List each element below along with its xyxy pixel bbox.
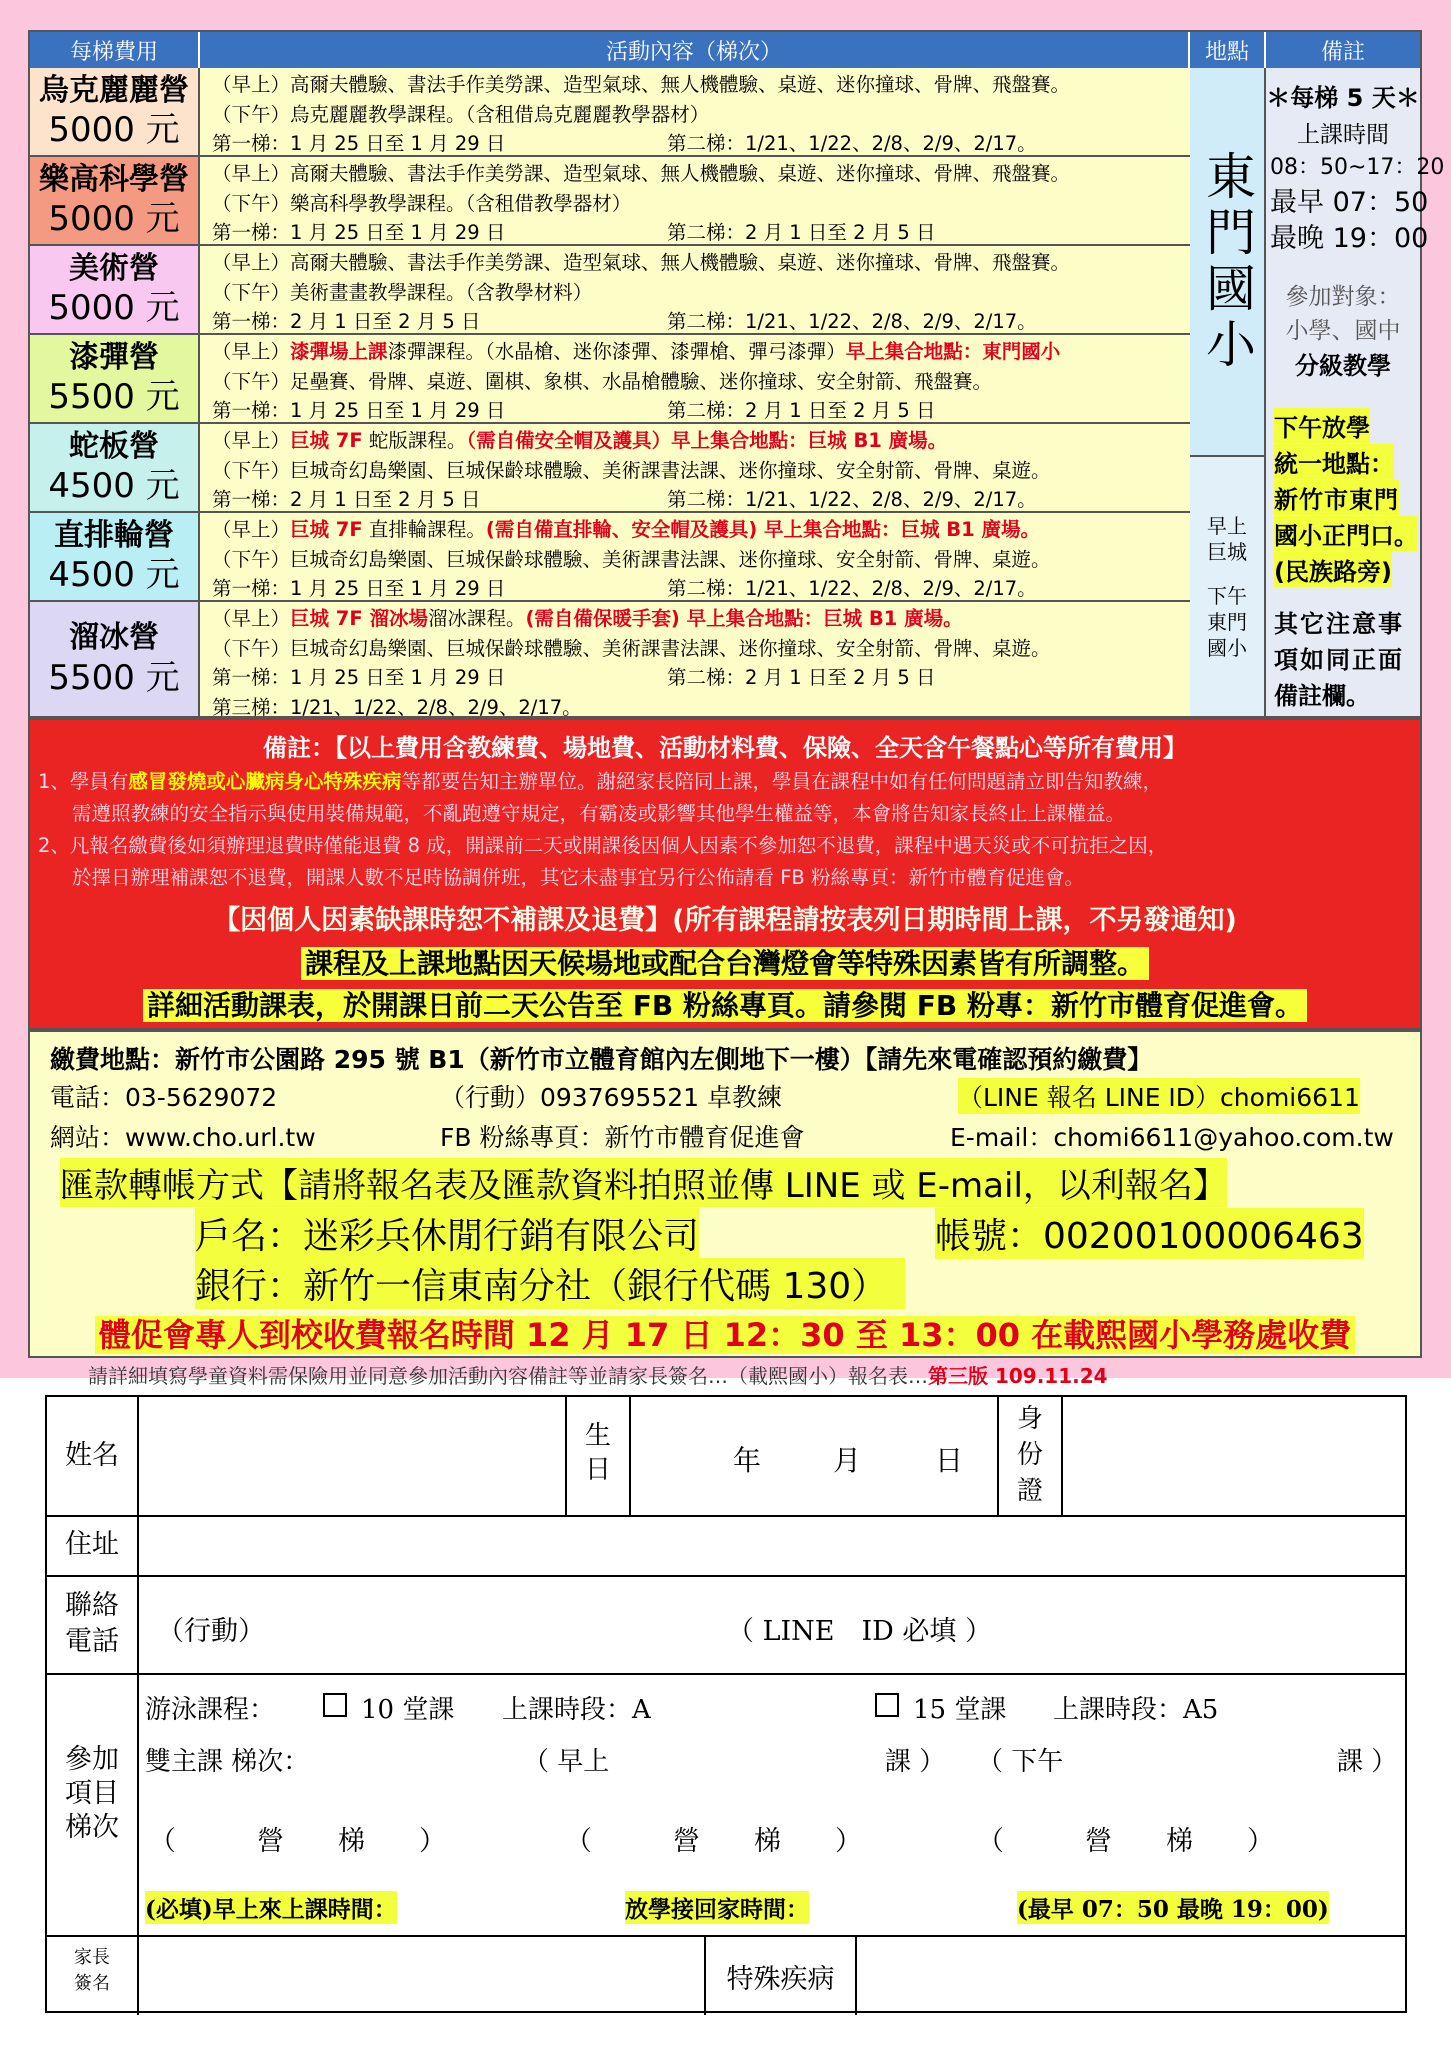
activity-text: （早上） <box>212 340 291 363</box>
camp-name: 溜冰營 <box>69 620 159 655</box>
registration-form <box>45 1395 1407 2013</box>
header-remark: 備註 <box>1266 32 1420 68</box>
camp-activity <box>200 157 1190 246</box>
remark-pickup: 新竹市東門 <box>1274 480 1399 515</box>
location-pm-place: 東門 <box>1207 609 1247 634</box>
note-text: 2、凡報名繳費後如須辦理退費時僅能退費 8 成，開課前二天或開課後因個人因素不參加恕不退費，課程中遇天災或不可抗拒之因， <box>38 834 1168 857</box>
camp-cell <box>30 246 200 335</box>
location-pm-label: 下午 <box>1207 583 1247 608</box>
payment-account-no: 帳號：00200100006463 <box>935 1208 1364 1259</box>
label-name: 姓名 <box>65 1440 119 1471</box>
camp-cell <box>30 68 200 157</box>
camp-cell <box>30 513 200 602</box>
note-text: 等都要告知主辦單位。謝絕家長陪同上課，學員在課程中如有任何問題請立即告知教練， <box>401 770 1162 793</box>
remark-grading: 分級教學 <box>1295 352 1391 380</box>
camp-name: 樂高科學營 <box>39 161 189 197</box>
activity-highlight: 巨城 7F <box>290 429 363 452</box>
activity-text: 蛇版課程。 <box>362 429 467 452</box>
payment-bank: 銀行：新竹一信東南分社（銀行代碼 130） <box>195 1258 905 1309</box>
parent-signature-input[interactable] <box>139 1937 703 2013</box>
payment-line: （LINE 報名 LINE ID）chomi6611 <box>958 1078 1360 1114</box>
camp-cell <box>30 335 200 424</box>
label-pm: （ 下午 <box>977 1747 1064 1777</box>
special-disease-input[interactable] <box>857 1937 1407 2013</box>
notes-adjust: 課程及上課地點因天候場地或配合台灣燈會等特殊因素皆有所調整。 <box>301 947 1149 980</box>
batch-1: 第一梯：1 月 25 日至 1 月 29 日 <box>212 221 506 244</box>
label-join: 梯次 <box>65 1812 119 1843</box>
label-birth: 生 <box>584 1421 611 1451</box>
label-dual: 雙主課 梯次： <box>145 1747 310 1777</box>
activity-text: 溜冰課程。 <box>427 607 526 630</box>
label-slot-a5: 上課時段：A5 <box>1053 1695 1219 1725</box>
camp-blank-1[interactable]: （ 營 梯 ） <box>149 1826 446 1857</box>
activity-line: （早上）高爾夫體驗、書法手作美勞課、造型氣球、無人機體驗、桌遊、迷你撞球、骨牌、飛盤賽。 <box>212 73 1071 96</box>
camp-price: 4500 元 <box>48 555 180 595</box>
note-text: 需遵照教練的安全指示與使用裝備規範，不亂跑遵守規定，有霸凌或影響其他學生權益等，本會將告知家長終止上課權益。 <box>72 802 1126 825</box>
camp-price: 5000 元 <box>48 199 180 239</box>
camp-activity <box>200 513 1190 602</box>
payment-fb-page[interactable]: FB 粉絲專頁：新竹市體育促進會 <box>440 1123 805 1152</box>
camp-cell <box>30 157 200 246</box>
payment-onsite: 體促會專人到校收費報名時間 12 月 17 日 12：30 至 13：00 在載熙國小學務處收費 <box>95 1316 1355 1354</box>
remark-target-title: 參加對象： <box>1285 284 1401 310</box>
label-month: 月 <box>833 1444 862 1477</box>
camp-cell <box>30 602 200 716</box>
form-note <box>88 1360 1108 1389</box>
activity-text: （早上） <box>212 607 291 630</box>
batch-2: 第二梯：2 月 1 日至 2 月 5 日 <box>667 399 936 422</box>
note-highlight: 感冒發燒或心臟病身心特殊疾病 <box>128 770 402 793</box>
batch-1: 第一梯：1 月 25 日至 1 月 29 日 <box>212 132 506 155</box>
remark-pickup: 國小正門口。 <box>1274 516 1418 551</box>
camp-activity <box>200 68 1190 157</box>
remark-other: 備註欄。 <box>1274 682 1370 710</box>
activity-line: （下午）烏克麗麗教學課程。（含租借烏克麗麗教學器材） <box>212 102 710 126</box>
camp-blank-3[interactable]: （ 營 梯 ） <box>977 1826 1274 1857</box>
camp-price: 5000 元 <box>48 288 180 328</box>
batch-2: 第二梯：2 月 1 日至 2 月 5 日 <box>667 221 936 244</box>
camp-price: 5500 元 <box>48 377 180 417</box>
label-address: 住址 <box>65 1529 119 1560</box>
batch-1: 第一梯：2 月 1 日至 2 月 5 日 <box>212 310 481 333</box>
activity-text: （早上） <box>212 429 291 452</box>
remark-pickup: 下午放學 <box>1274 408 1370 443</box>
label-join: 項目 <box>65 1778 119 1809</box>
camp-activity <box>200 246 1190 335</box>
label-contact: 聯絡 <box>65 1590 119 1621</box>
note-text: 1、學員有 <box>38 770 129 793</box>
checkbox-10-classes[interactable] <box>323 1693 347 1717</box>
schedule-table <box>28 30 1445 719</box>
batch-2: 第二梯：2 月 1 日至 2 月 5 日 <box>667 666 936 689</box>
label-slot-a: 上課時段：A <box>502 1695 651 1725</box>
activity-highlight: (需自備直排輪、安全帽及護具) 早上集合地點：巨城 B1 廣場。 <box>485 518 1041 541</box>
payment-phone: 電話：03-5629072 <box>50 1083 278 1112</box>
camp-activity <box>200 424 1190 513</box>
location-mall <box>1190 457 1266 716</box>
remarks-column <box>1266 68 1445 716</box>
remark-other: 項如同正面 <box>1274 646 1404 674</box>
label-parent: 家長 <box>74 1947 110 1968</box>
label-birth: 日 <box>584 1455 611 1485</box>
camp-activity <box>200 602 1190 719</box>
camp-name: 蛇板營 <box>69 428 159 464</box>
label-mobile: （行動） <box>157 1616 265 1647</box>
remark-earliest: 最早 07：50 <box>1270 187 1429 218</box>
location-main <box>1190 68 1266 457</box>
camp-price: 5000 元 <box>48 110 180 150</box>
form-note-text: 請詳細填寫學童資料需保險用並同意參加活動內容備註等並請家長簽名…（載熙國小）報名表… <box>88 1364 928 1388</box>
label-time-range: (最早 07：50 最晚 19：00) <box>1017 1891 1329 1924</box>
camp-name: 直排輪營 <box>54 517 174 553</box>
label-10-classes: 10 堂課 <box>361 1695 455 1725</box>
activity-text: 直排輪課程。 <box>362 518 486 541</box>
payment-mobile: （行動）0937695521 卓教練 <box>440 1083 783 1112</box>
payment-account-name: 戶名：迷彩兵休閒行銷有限公司 <box>195 1208 699 1259</box>
remark-days: ＊每梯 5 天＊ <box>1266 84 1420 112</box>
header-fee: 每梯費用 <box>30 32 200 68</box>
activity-highlight: (需自備保暖手套) 早上集合地點：巨城 B1 廣場。 <box>525 607 963 630</box>
activity-highlight: （需自備安全帽及護具）早上集合地點：巨城 B1 廣場。 <box>466 429 948 452</box>
activity-highlight: 早上集合地點：東門國小 <box>845 340 1061 363</box>
label-class: 課 ） <box>885 1747 946 1777</box>
camp-price: 5500 元 <box>48 657 180 698</box>
label-id: 身 <box>1016 1404 1043 1434</box>
activity-line: （下午）巨城奇幻島樂園、巨城保齡球體驗、美術課書法課、迷你撞球、安全射箭、骨牌、桌遊。 <box>212 458 1051 482</box>
remark-latest: 最晚 19：00 <box>1270 223 1429 254</box>
camp-name: 美術營 <box>69 250 159 286</box>
activity-highlight: 漆彈場上課 <box>290 340 388 363</box>
camp-price: 4500 元 <box>48 466 180 506</box>
label-parent: 簽名 <box>74 1973 110 1994</box>
batch-1: 第一梯：1 月 25 日至 1 月 29 日 <box>212 399 506 422</box>
batch-2: 第二梯：1/21、1/22、2/8、2/9、2/17。 <box>667 132 1037 155</box>
header-activity: 活動內容（梯次） <box>200 32 1190 68</box>
activity-line: （下午）樂高科學教學課程。（含租借教學器材） <box>212 191 632 215</box>
activity-line: （下午）足壘賽、骨牌、桌遊、圍棋、象棋、水晶槍體驗、迷你撞球、安全射箭、飛盤賽。 <box>212 369 993 393</box>
payment-transfer: 匯款轉帳方式【請將報名表及匯款資料拍照並傳 LINE 或 E-mail，以利報名】 <box>60 1158 1227 1207</box>
camp-name: 漆彈營 <box>69 339 159 375</box>
activity-line: （下午）巨城奇幻島樂園、巨城保齡球體驗、美術課書法課、迷你撞球、安全射箭、骨牌、桌遊。 <box>212 636 1051 660</box>
id-input[interactable] <box>1063 1399 1407 1513</box>
label-contact: 電話 <box>65 1626 119 1657</box>
label-class: 課 ） <box>1337 1747 1398 1777</box>
label-id: 證 <box>1016 1476 1043 1506</box>
activity-line: （下午）美術畫畫教學課程。（含教學材料） <box>212 280 593 304</box>
remark-other: 其它注意事 <box>1274 610 1404 638</box>
notes-warning: 【因個人因素缺課時恕不補課及退費】(所有課程請按表列日期時間上課，不另發通知) <box>213 905 1237 936</box>
batch-1: 第一梯：2 月 1 日至 2 月 5 日 <box>212 488 481 511</box>
label-am: （ 早上 <box>523 1747 610 1777</box>
location-am-place: 巨城 <box>1207 539 1247 564</box>
header-location: 地點 <box>1190 32 1266 68</box>
remark-pickup: (民族路旁) <box>1274 552 1392 587</box>
payment-address: 繳費地點：新竹市公園路 295 號 B1（新竹市立體育館內左側地下一樓）【請先來電確認預約繳費】 <box>50 1045 1153 1074</box>
label-day: 日 <box>935 1444 964 1477</box>
payment-box <box>28 1030 1422 1358</box>
label-id: 份 <box>1016 1440 1043 1470</box>
location-pm-place: 國小 <box>1207 635 1247 660</box>
remark-time-range: 08：50~17：20 <box>1270 155 1445 180</box>
activity-line: （下午）巨城奇幻島樂園、巨城保齡球體驗、美術課書法課、迷你撞球、安全射箭、骨牌、桌遊。 <box>212 547 1051 571</box>
label-arrival-time: (必填)早上來上課時間： <box>145 1891 397 1924</box>
label-line-id: （ LINE ID 必填 ） <box>727 1616 992 1647</box>
camp-name: 烏克麗麗營 <box>39 72 189 108</box>
label-year: 年 <box>733 1444 762 1477</box>
payment-website[interactable]: 網站：www.cho.url.tw <box>50 1123 316 1152</box>
payment-email[interactable]: E-mail：chomi6611@yahoo.com.tw <box>950 1123 1394 1152</box>
notes-fb: 詳細活動課表，於開課日前二天公告至 FB 粉絲專頁。請參閱 FB 粉專：新竹市體育促進會。 <box>143 989 1307 1022</box>
batch-2: 第二梯：1/21、1/22、2/8、2/9、2/17。 <box>667 310 1037 333</box>
label-join: 參加 <box>65 1744 119 1775</box>
label-swim: 游泳課程： <box>145 1695 276 1725</box>
notes-box <box>28 718 1422 1030</box>
camp-blank-2[interactable]: （ 營 梯 ） <box>565 1826 862 1857</box>
name-input[interactable] <box>139 1399 563 1513</box>
label-pickup-time: 放學接回家時間： <box>625 1891 809 1924</box>
batch-3: 第三梯：1/21、1/22、2/8、2/9、2/17。 <box>212 695 582 719</box>
location-am-label: 早上 <box>1207 513 1247 538</box>
batch-2: 第二梯：1/21、1/22、2/8、2/9、2/17。 <box>667 577 1037 600</box>
batch-1: 第一梯：1 月 25 日至 1 月 29 日 <box>212 577 506 600</box>
label-15-classes: 15 堂課 <box>913 1695 1007 1725</box>
remark-pickup: 統一地點： <box>1274 444 1394 479</box>
remark-time-title: 上課時間 <box>1297 122 1389 148</box>
location-main-text: 東門國小 <box>1198 149 1256 374</box>
camp-activity <box>200 335 1190 424</box>
address-input[interactable] <box>139 1517 1407 1573</box>
activity-text: 漆彈課程。（水晶槍、迷你漆彈、漆彈槍、彈弓漆彈） <box>387 340 846 363</box>
notes-title: 備註：【以上費用含教練費、場地費、活動材料費、保險、全天含午餐點心等所有費用】 <box>263 734 1187 762</box>
batch-2: 第二梯：1/21、1/22、2/8、2/9、2/17。 <box>667 488 1037 511</box>
remark-target: 小學、國中 <box>1285 318 1401 344</box>
activity-highlight: 巨城 7F <box>290 518 363 541</box>
note-text: 於擇日辦理補課恕不退費，開課人數不足時協調併班，其它未盡事宜另行公佈請看 FB 粉絲專頁：新竹市體育促進會。 <box>72 866 1084 889</box>
activity-highlight: 巨城 7F 溜冰場 <box>290 607 428 630</box>
camp-cell <box>30 424 200 513</box>
checkbox-15-classes[interactable] <box>875 1693 899 1717</box>
form-version: 第三版 109.11.24 <box>928 1364 1108 1388</box>
batch-1: 第一梯：1 月 25 日至 1 月 29 日 <box>212 666 506 689</box>
activity-line: （早上）高爾夫體驗、書法手作美勞課、造型氣球、無人機體驗、桌遊、迷你撞球、骨牌、飛盤賽。 <box>212 162 1071 185</box>
label-special-disease: 特殊疾病 <box>726 1964 835 1995</box>
activity-text: （早上） <box>212 518 291 541</box>
activity-line: （早上）高爾夫體驗、書法手作美勞課、造型氣球、無人機體驗、桌遊、迷你撞球、骨牌、飛盤賽。 <box>212 251 1071 274</box>
